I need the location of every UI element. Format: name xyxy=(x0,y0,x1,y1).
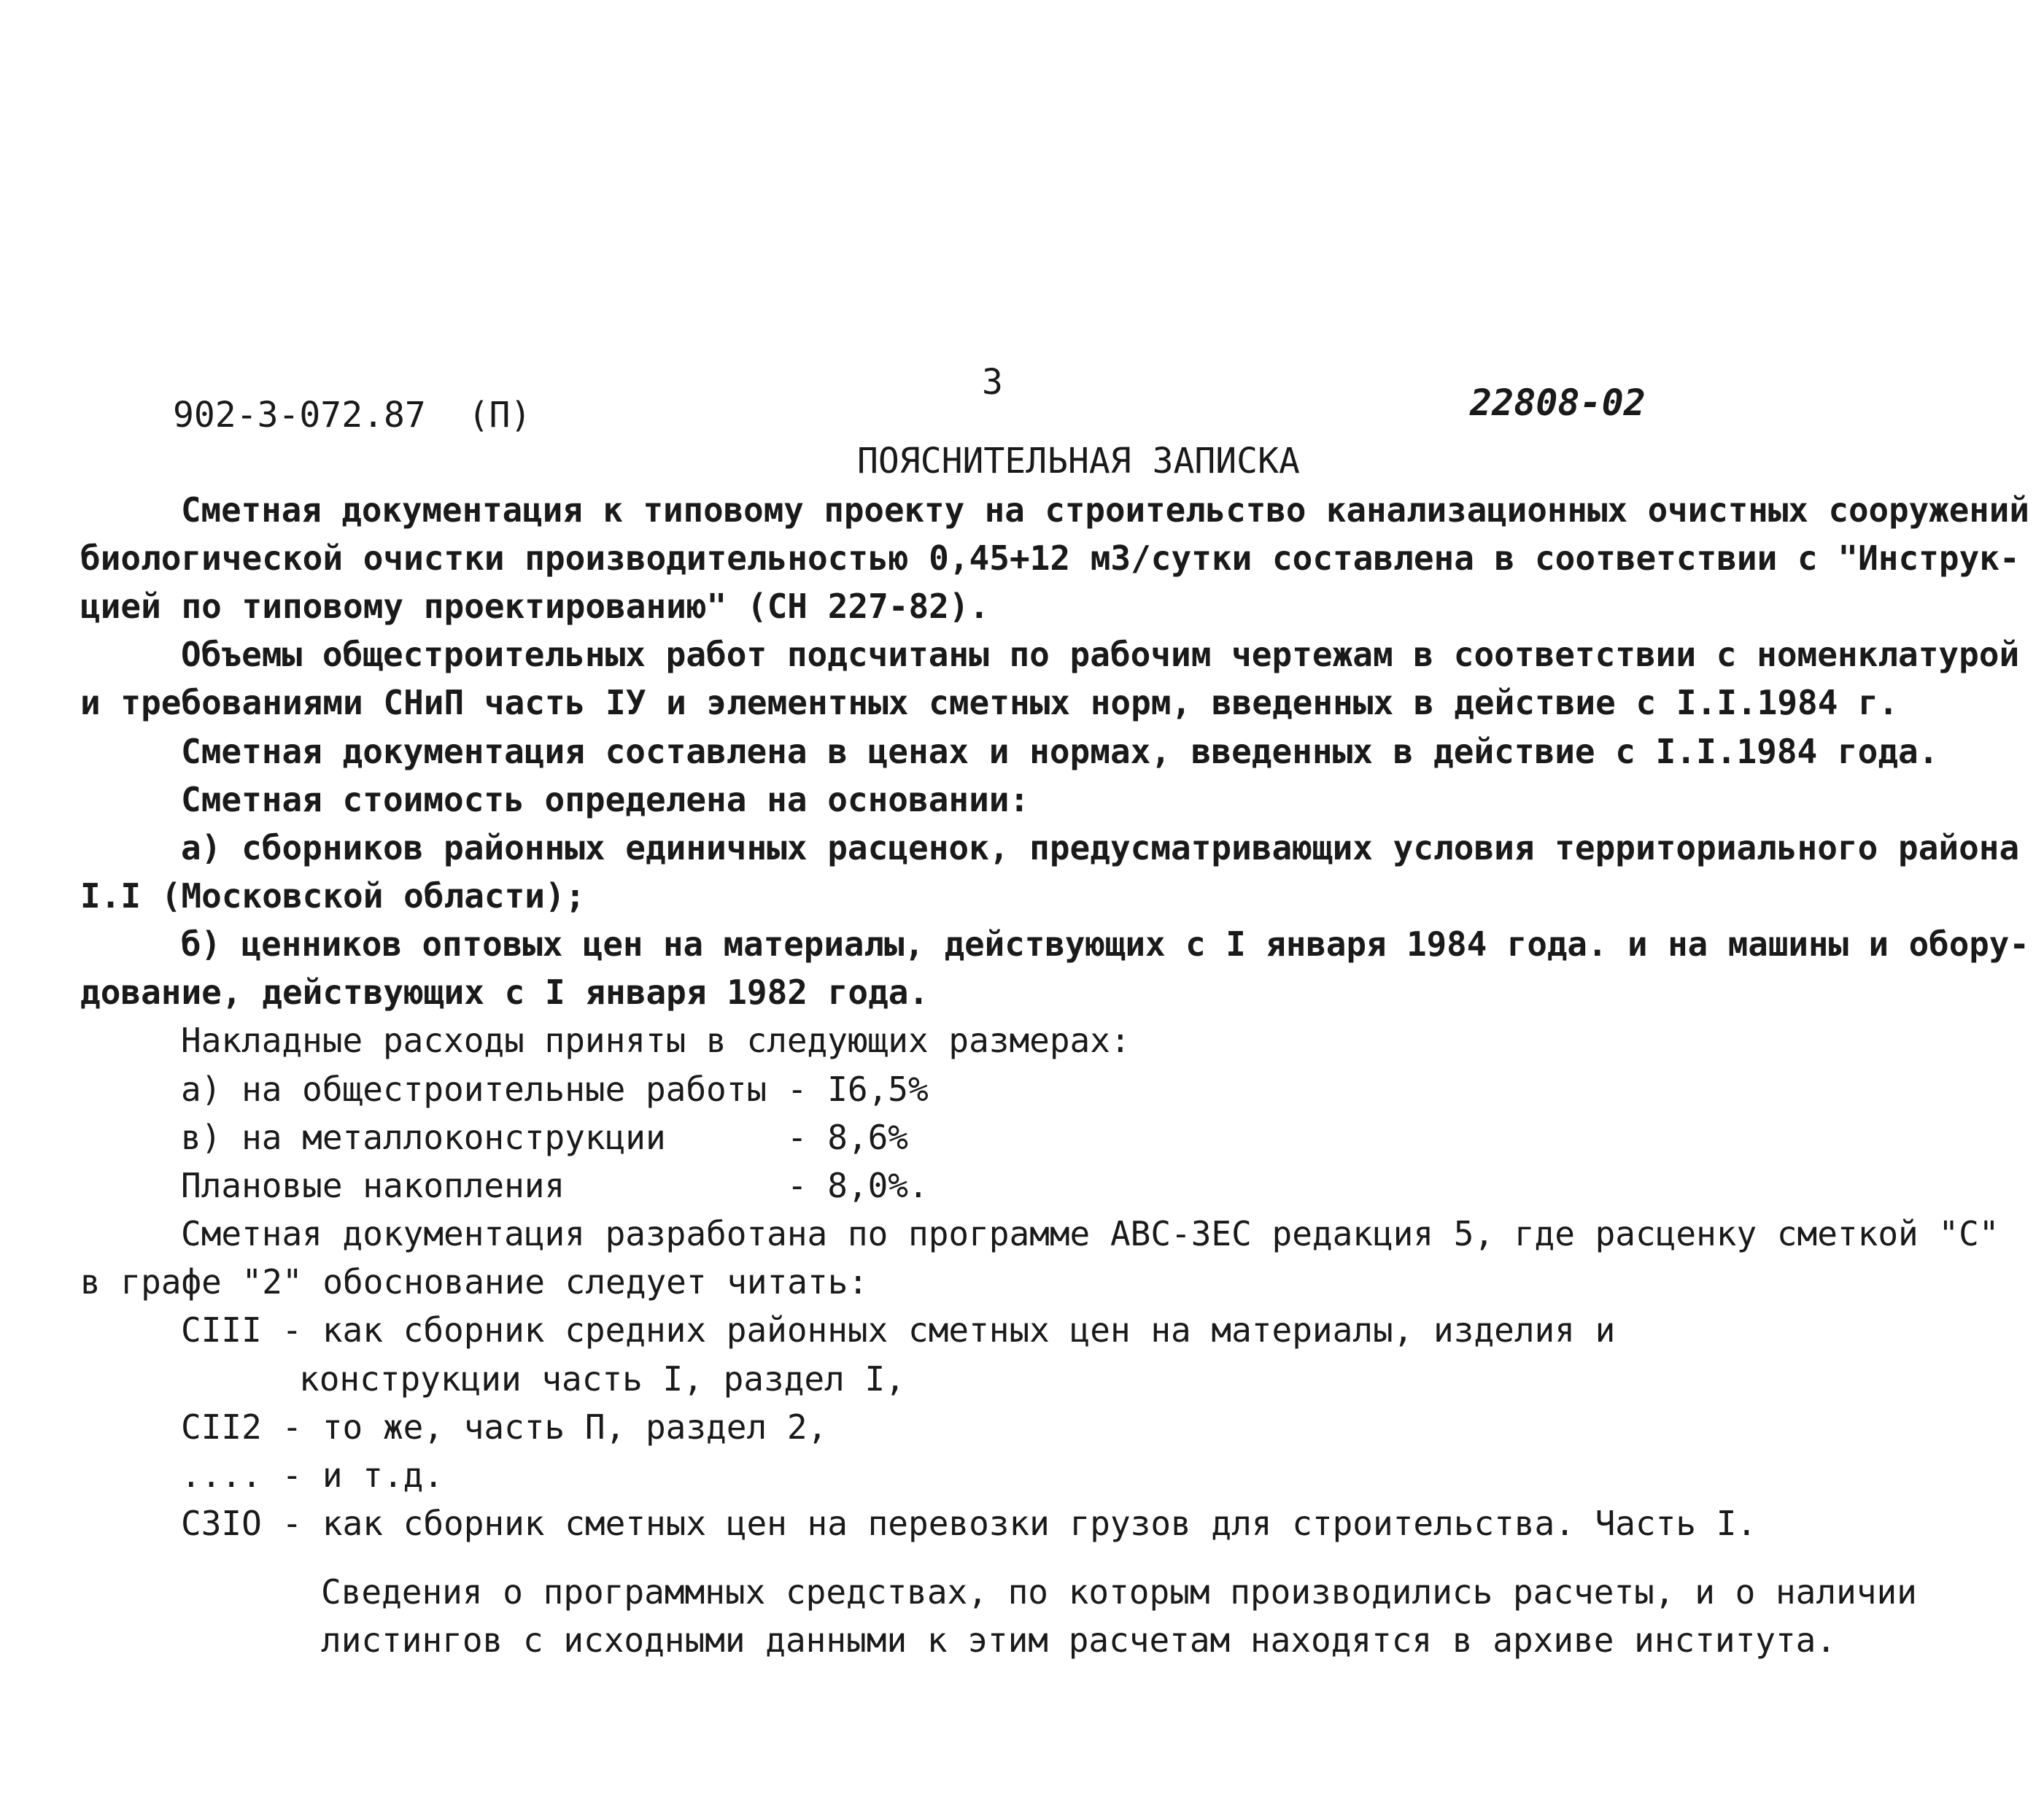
body-line: в графе "2" обоснование следует читать: xyxy=(80,1262,869,1302)
body-line: Сметная документация составлена в ценах и нормах, введенных в действие с I.I.1984 года. xyxy=(181,732,1939,771)
closing-note: Сведения о программных средствах, по которым производились расчеты, и о наличии xyxy=(321,1572,1917,1612)
body-line: а) сборников районных единичных расценок, предусматривающих условия территориального района xyxy=(181,828,2020,867)
body-line: Накладные расходы приняты в следующих размерах: xyxy=(181,1021,1131,1060)
code-definition: конструкции часть I, раздел I, xyxy=(299,1359,905,1399)
body-line: б) ценников оптовых цен на материалы, действующих с I января 1984 года. и на машины и обору- xyxy=(181,924,2029,964)
code-definition: СIII - как сборник средних районных сметных цен на материалы, изделия и xyxy=(181,1310,1616,1350)
code-definition: СII2 - то же, часть П, раздел 2, xyxy=(181,1407,828,1447)
code-definition: С3IO - как сборник сметных цен на перевозки грузов для строительства. Часть I. xyxy=(181,1504,1757,1543)
body-line: биологической очистки производительностью 0,45+12 м3/сутки составлена в соответствии с "Инструк- xyxy=(80,538,2020,578)
overhead-item: в) на металлоконструкции - 8,6% xyxy=(181,1118,908,1157)
overhead-item: а) на общестроительные работы - I6,5% xyxy=(181,1070,929,1109)
body-line: цией по типовому проектированию" (СН 227-82). xyxy=(80,587,990,626)
body-line: Сметная стоимость определена на основании: xyxy=(181,780,1030,819)
overhead-item: Плановые накопления - 8,0%. xyxy=(181,1166,929,1205)
closing-note: листингов с исходными данными к этим расчетам находятся в архиве института. xyxy=(321,1620,1837,1660)
body-line: и требованиями СНиП часть IУ и элементных сметных норм, введенных в действие с I.I.1984 г. xyxy=(80,683,1899,722)
body-line: Объемы общестроительных работ подсчитаны по рабочим чертежам в соответствии с номенклатурой xyxy=(181,635,2020,674)
body-line: Сметная документация к типовому проекту на строительство канализационных очистных сооружений xyxy=(181,490,2029,530)
document-code: 902-3-072.87 (П) xyxy=(173,395,532,436)
page-number: 3 xyxy=(982,362,1003,403)
body-line: Сметная документация разработана по программе АВС-3ЕС редакция 5, где расценку сметкой "С" xyxy=(181,1214,2000,1253)
sheet-code: 22808-02 xyxy=(1470,382,1646,424)
body-line: дование, действующих с I января 1982 года. xyxy=(80,973,929,1012)
body-line: I.I (Московской области); xyxy=(80,876,586,916)
document-title: ПОЯСНИТЕЛЬНАЯ ЗАПИСКА xyxy=(857,441,1300,482)
code-definition: .... - и т.д. xyxy=(181,1456,444,1495)
